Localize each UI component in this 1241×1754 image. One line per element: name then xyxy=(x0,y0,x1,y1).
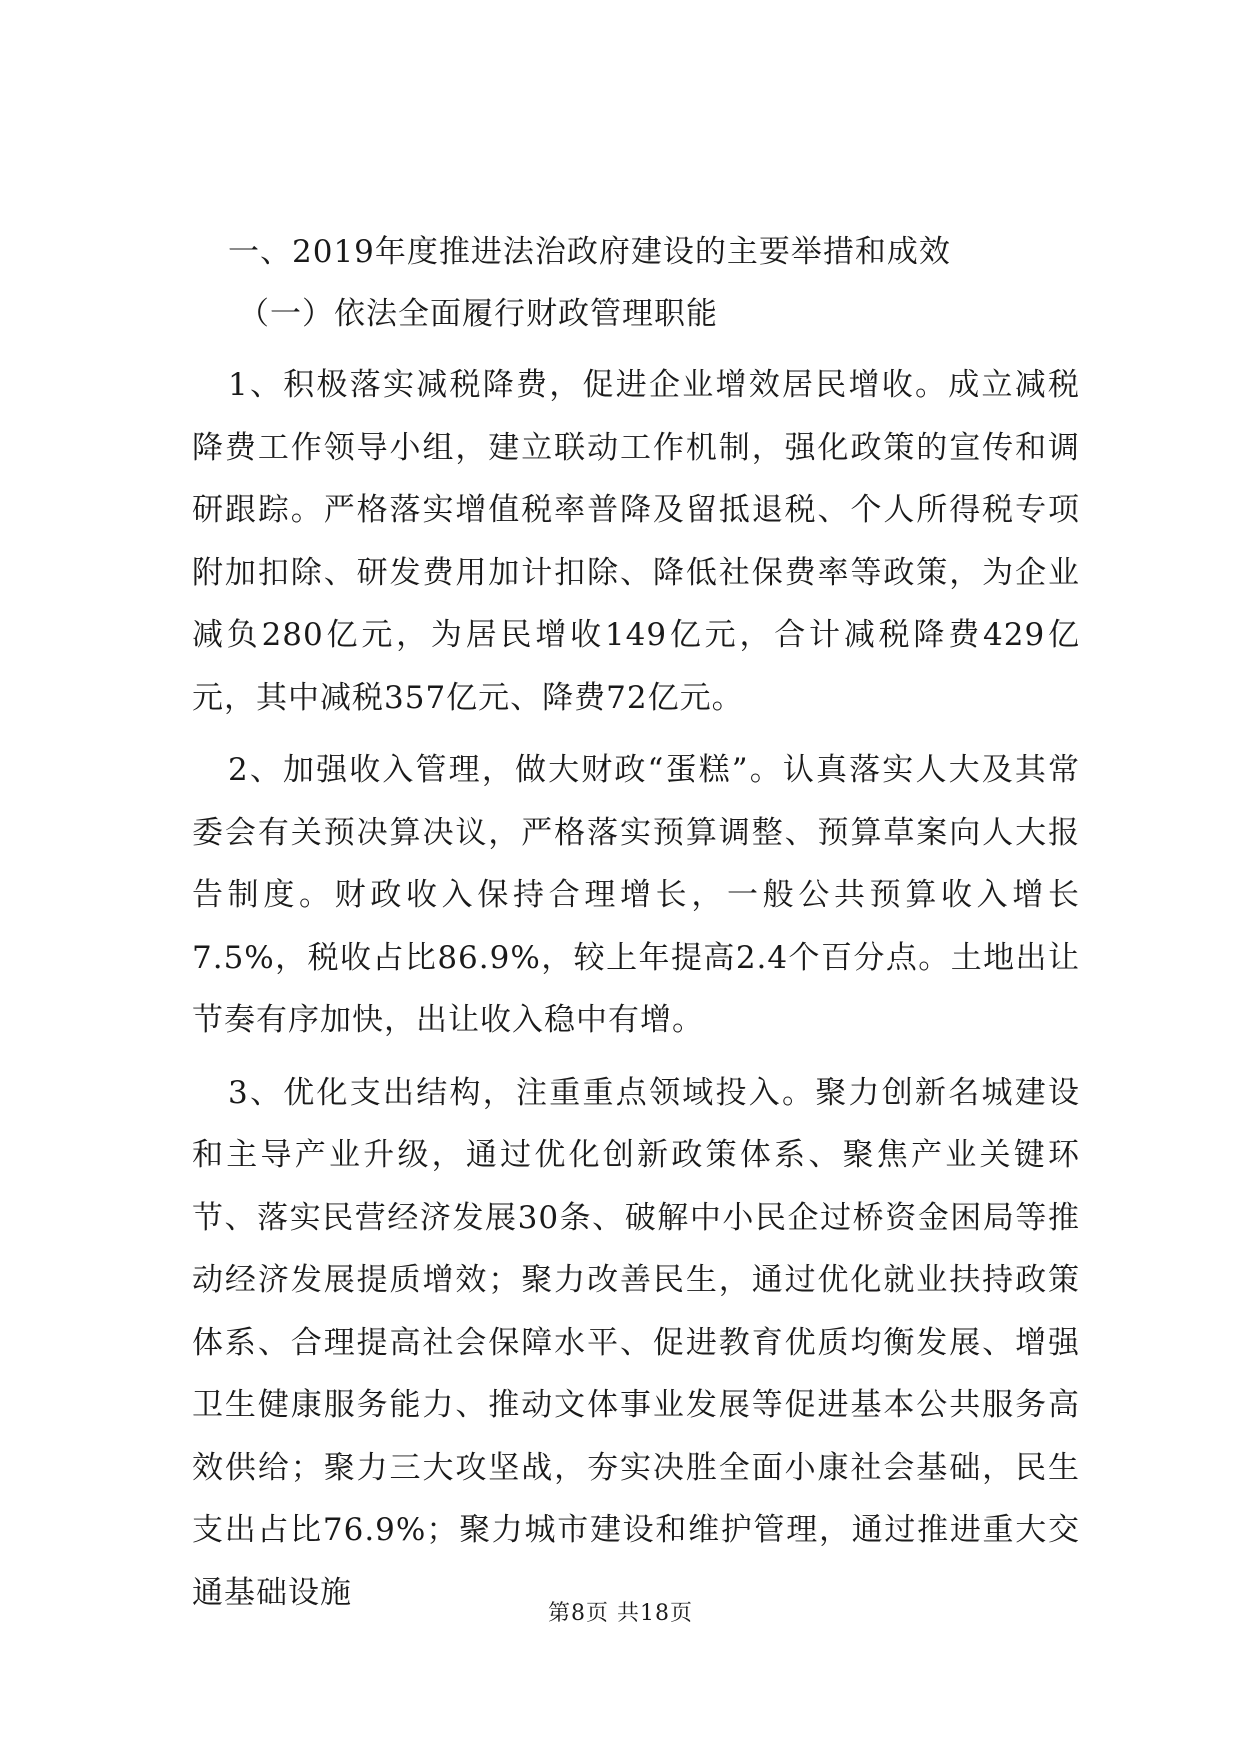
paragraph-revenue-management: 2、加强收入管理，做大财政“蛋糕”。认真落实人大及其常委会有关预决算决议，严格落实预算调整、预算草案向人大报告制度。财政收入保持合理增长，一般公共预算收入增长7.5%，税收占比86.9%，较上年提高2.4个百分点。土地出让节奏有序加快，出让收入稳中有增。 xyxy=(192,752,1080,1038)
subsection-heading: （一）依法全面履行财政管理职能 xyxy=(238,296,718,332)
document-body xyxy=(192,232,1080,1624)
paragraph-tax-reduction: 1、积极落实减税降费，促进企业增效居民增收。成立减税降费工作领导小组，建立联动工作机制，强化政策的宣传和调研跟踪。严格落实增值税率普降及留抵退税、个人所得税专项附加扣除、研发费用加计扣除、降低社保费率等政策，为企业减负280亿元，为居民增收149亿元，合计减税降费429亿元，其中减税357亿元、降费72亿元。 xyxy=(192,367,1080,716)
paragraph-expenditure-structure: 3、优化支出结构，注重重点领域投入。聚力创新名城建设和主导产业升级，通过优化创新政策体系、聚焦产业关键环节、落实民营经济发展30条、破解中小民企过桥资金困局等推动经济发展提质增效；聚力改善民生，通过优化就业扶持政策体系、合理提高社会保障水平、促进教育优质均衡发展、增强卫生健康服务能力、推动文体事业发展等促进基本公共服务高效供给；聚力三大攻坚战，夯实决胜全面小康社会基础，民生支出占比76.9%；聚力城市建设和维护管理，通过推进重大交通基础设施 xyxy=(192,1074,1080,1611)
page-number-footer: 第8页 共18页 xyxy=(548,1601,693,1626)
section-heading: 一、2019年度推进法治政府建设的主要举措和成效 xyxy=(228,234,951,270)
